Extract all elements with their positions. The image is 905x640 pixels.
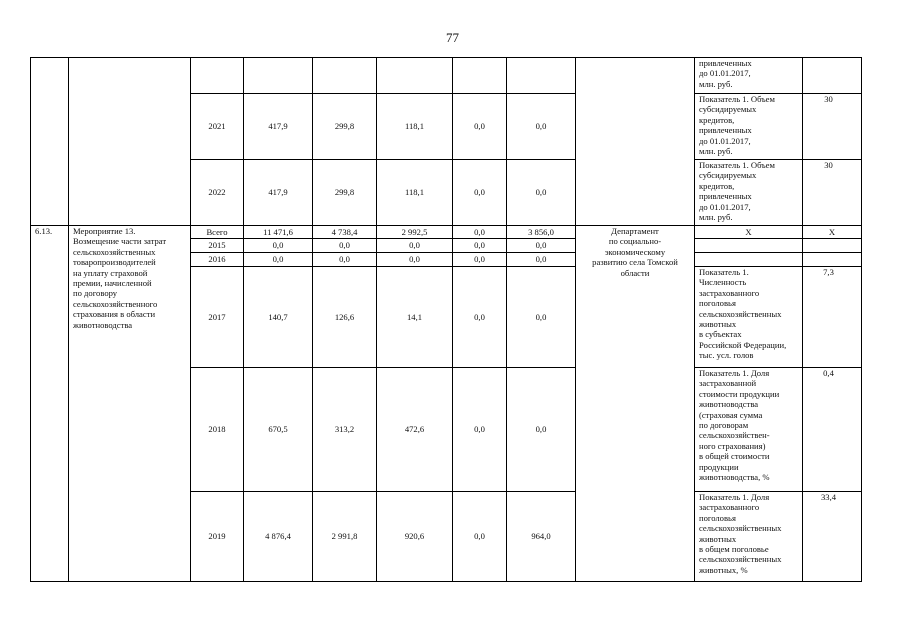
year-cell: 2015 [191,239,244,253]
federal-cell [313,58,377,94]
regional-cell: 0,0 [377,239,453,253]
total-cell: 4 876,4 [244,492,313,582]
regional-cell: 14,1 [377,267,453,368]
federal-cell: 4 738,4 [313,226,377,239]
year-cell: 2019 [191,492,244,582]
table-row [31,58,862,94]
offbudget-cell: 0,0 [507,368,576,492]
year-cell: 2017 [191,267,244,368]
total-cell: 670,5 [244,368,313,492]
total-cell: 417,9 [244,94,313,160]
regional-cell: 118,1 [377,160,453,226]
offbudget-cell: 0,0 [507,267,576,368]
local-cell: 0,0 [453,94,507,160]
federal-cell: 299,8 [313,160,377,226]
regional-cell: 0,0 [377,253,453,267]
local-cell [453,58,507,94]
regional-cell: 2 992,5 [377,226,453,239]
total-cell: 0,0 [244,253,313,267]
indicator-cell: Показатель 1. Численность застрахованного поголовья сельскохозяйственных животных в субъектах Российской Федерации, тыс. усл. голов [695,267,803,368]
row-number-cell [31,58,69,226]
federal-cell: 126,6 [313,267,377,368]
federal-cell: 2 991,8 [313,492,377,582]
local-cell: 0,0 [453,253,507,267]
year-cell: Всего [191,226,244,239]
indicator-value-cell: 30 [803,94,862,160]
federal-cell: 0,0 [313,253,377,267]
indicator-cell: Показатель 1. Объем субсидируемых кредитов, привлеченных до 01.01.2017, млн. руб. [695,160,803,226]
offbudget-cell: 3 856,0 [507,226,576,239]
measure-title-cell: Мероприятие 13. Возмещение части затрат сельскохозяйственных товаропроизводителей на уплату страховой премии, начисленной по договору сельскохозяйственного страхования в области животноводства [69,226,191,582]
local-cell: 0,0 [453,226,507,239]
offbudget-cell [507,58,576,94]
indicator-value-cell: 33,4 [803,492,862,582]
regional-cell: 118,1 [377,94,453,160]
indicator-value-cell: Х [803,226,862,239]
total-cell: 11 471,6 [244,226,313,239]
year-cell: 2022 [191,160,244,226]
regional-cell: 472,6 [377,368,453,492]
total-cell [244,58,313,94]
year-cell: 2018 [191,368,244,492]
indicator-cell: привлеченных до 01.01.2017, млн. руб. [695,58,803,94]
indicator-cell: Показатель 1. Доля застрахованного поголовья сельскохозяйственных животных в общем поголовье сельскохозяйственных животных, % [695,492,803,582]
offbudget-cell: 0,0 [507,94,576,160]
total-cell: 0,0 [244,239,313,253]
page-number: 77 [446,30,459,45]
federal-cell: 313,2 [313,368,377,492]
executor-cell: Департамент по социально- экономическому развитию села Томской области [576,226,695,582]
row-number-cell: 6.13. [31,226,69,582]
local-cell: 0,0 [453,492,507,582]
local-cell: 0,0 [453,160,507,226]
indicator-value-cell: 30 [803,160,862,226]
regional-cell: 920,6 [377,492,453,582]
total-cell: 417,9 [244,160,313,226]
indicator-cell [695,239,803,253]
offbudget-cell: 964,0 [507,492,576,582]
federal-cell: 299,8 [313,94,377,160]
year-cell [191,58,244,94]
indicator-value-cell: 0,4 [803,368,862,492]
indicator-cell: Показатель 1. Объем субсидируемых кредитов, привлеченных до 01.01.2017, млн. руб. [695,94,803,160]
year-cell: 2016 [191,253,244,267]
total-cell: 140,7 [244,267,313,368]
indicator-value-cell [803,253,862,267]
indicator-value-cell [803,58,862,94]
indicator-cell: Показатель 1. Доля застрахованной стоимости продукции животноводства (страховая сумма по договорам сельскохозяйствен- ного страхования) в общей стоимости продукции животноводства, % [695,368,803,492]
indicator-cell [695,253,803,267]
local-cell: 0,0 [453,239,507,253]
offbudget-cell: 0,0 [507,160,576,226]
regional-cell [377,58,453,94]
federal-cell: 0,0 [313,239,377,253]
table-row [31,226,862,239]
program-table [30,57,862,582]
offbudget-cell: 0,0 [507,239,576,253]
year-cell: 2021 [191,94,244,160]
indicator-value-cell [803,239,862,253]
local-cell: 0,0 [453,368,507,492]
local-cell: 0,0 [453,267,507,368]
measure-title-cell [69,58,191,226]
indicator-value-cell: 7,3 [803,267,862,368]
executor-cell [576,58,695,226]
indicator-cell: Х [695,226,803,239]
offbudget-cell: 0,0 [507,253,576,267]
